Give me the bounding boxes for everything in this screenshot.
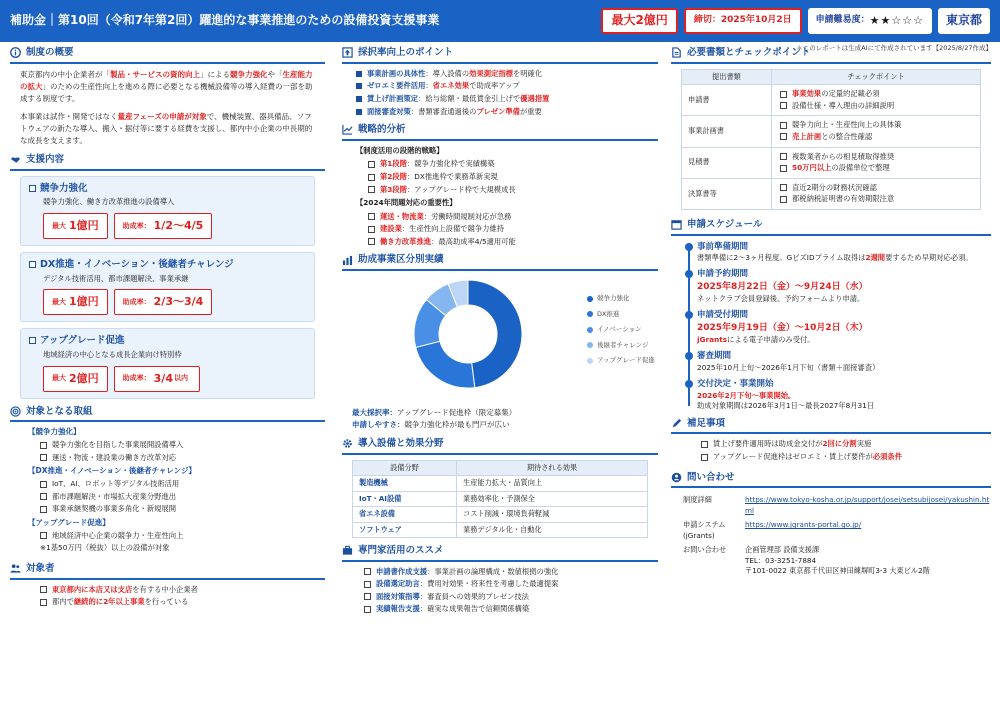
equipment-row: ソフトウェア 業務デジタル化・自動化 <box>353 522 648 537</box>
schedule-step-2: 申請予約期間 2025年8月22日（金）〜9月24日（水） ネットクラブ会員登録後、予約フォームより申請。 <box>697 268 991 304</box>
difficulty-badge <box>808 8 932 34</box>
schedule-step-3: 申請受付期間 2025年9月19日（金）〜10月2日（木） jGrantsによる電子申請のみ受付。 <box>697 309 991 345</box>
section-overview <box>10 46 325 64</box>
support-card-desc: デジタル技術活用、都市課題解決、事業承継 <box>43 273 189 283</box>
legend-dot-icon <box>587 311 593 317</box>
pencil-icon <box>671 418 682 429</box>
support-card-title: DX推進・イノベーション・後継者チャレンジ <box>29 258 306 272</box>
legend-item-2 <box>587 310 655 319</box>
strategy-item: 第1段階：競争力強化枠で実績構築 <box>368 159 658 170</box>
experts-heading: 専門家活用のススメ <box>358 544 444 556</box>
region-badge: 東京都 <box>938 8 990 34</box>
legend-label: DX推進 <box>597 309 620 318</box>
page-title: 補助金｜第10回（令和7年第2回）躍進的な事業推進のための設備投資支援事業 <box>10 13 440 28</box>
target-item: IoT、AI、ロボット等デジタル技術活用 <box>40 479 325 490</box>
equipment-row: 製造機械 生産能力拡大・品質向上 <box>353 476 648 491</box>
upload-icon <box>342 47 353 58</box>
support-card-2 <box>20 252 315 322</box>
results-ease: 申請しやすさ：競争力強化枠が最も門戸が広い <box>352 420 510 430</box>
timeline-dot-icon <box>685 270 693 278</box>
gear-icon <box>342 438 353 449</box>
header-bar <box>0 0 1000 42</box>
bullet-square-icon <box>356 71 362 77</box>
equipment-row: IoT・AI設備 業務効率化・予測保全 <box>353 491 648 506</box>
contact-row-detail <box>671 493 991 518</box>
results-max-rate: 最大採択率：アップグレード促進枠（限定募集） <box>352 408 517 418</box>
bar-chart-icon <box>342 255 353 266</box>
donut-slice-1 <box>468 280 522 388</box>
max-amount-badge: 最大2億円 <box>601 8 677 34</box>
point-item-1: 事業計画の具体性：導入設備の効果測定指標を明確化 <box>356 69 658 80</box>
support-card-desc: 地域経済の中心となる成長企業向け特別枠 <box>43 349 182 359</box>
timeline-dot-icon <box>685 243 693 251</box>
target-group-label: 【競争力強化】 <box>28 427 81 437</box>
timeline-dot-icon <box>685 311 693 319</box>
docs-row: 見積書 複数業者からの相見積取得推奨 50万円以上の設備単位で整理 <box>682 147 981 178</box>
legend-label: 競争力強化 <box>597 294 630 303</box>
section-contact <box>671 471 991 489</box>
overview-text-2: 本事業は試作・開発ではなく量産フェーズの申請が対象で、機械装置、器具備品、ソフトウェアの新たな導入、搬入・据付等に要する経費を支援し、都内中小企業の中長期的な成長を支えます。 <box>20 111 313 145</box>
eligible-item-1: 東京都内に本店又は支店を有する中小企業者 <box>40 585 325 596</box>
calendar-icon <box>671 219 682 230</box>
docs-header-name: 提出書類 <box>682 69 772 84</box>
ai-note: ＊このレポートは生成AIにて作成されています【2025/8/27作成】 <box>796 44 992 52</box>
equipment-row: 省エネ設備 コスト削減・環境負荷軽減 <box>353 507 648 522</box>
target-item: 競争力強化を目指した事業展開設備導入 <box>40 440 325 451</box>
legend-item-3 <box>587 325 655 334</box>
legend-label: 後継者チャレンジ <box>597 340 649 349</box>
target-item: 事業承継契機の事業多角化・新規展開 <box>40 504 325 515</box>
legend-dot-icon <box>587 358 593 364</box>
target-item: 都市課題解決・市場拡大産業分野進出 <box>40 492 325 503</box>
section-experts <box>342 544 658 562</box>
section-targets <box>10 405 325 423</box>
target-item: 地域経済中心企業の競争力・生産性向上 <box>40 531 325 542</box>
support-card-title: アップグレード促進 <box>29 334 306 348</box>
expert-item-2: 設備選定助言：費用対効果・将来性を考慮した最適提案 <box>364 579 658 590</box>
schedule-timeline <box>685 241 991 412</box>
equipment-heading: 導入設備と効果分野 <box>358 437 444 449</box>
section-equipment <box>342 437 658 455</box>
docs-header-check: チェックポイント <box>772 69 981 84</box>
legend-dot-icon <box>587 296 593 302</box>
people-icon <box>10 563 21 574</box>
results-heading: 助成事業区分別実績 <box>358 254 444 266</box>
bullet-square-icon <box>356 109 362 115</box>
contact-link-detail[interactable]: https://www.tokyo-kosha.or.jp/support/josei/setsubijosei/yakushin.html <box>745 495 990 515</box>
donut-slice-2 <box>416 341 475 388</box>
contact-row-inquiry <box>671 543 991 578</box>
schedule-step-4: 審査期間 2025年10月上旬〜2026年1月下旬（書類＋面接審査） <box>697 350 991 373</box>
docs-row: 申請書 事業効果の定量的記載必須 設備仕様・導入理由の詳細説明 <box>682 85 981 116</box>
docs-row: 決算書等 直近2期分の財務状況確認 都税納税証明書の有効期限注意 <box>682 178 981 209</box>
contact-table <box>671 493 991 578</box>
timeline-dot-icon <box>685 380 693 388</box>
docs-name: 事業計画書 <box>682 116 772 147</box>
chart-legend <box>587 294 655 371</box>
column-right <box>671 46 991 578</box>
schedule-step-1: 事前準備期間 書類準備に2〜3ヶ月程度。GビズIDプライム取得は2週間要するため早期対応必須。 <box>697 241 991 264</box>
supplement-item-2: アップグレード促進枠はゼロエミ・賃上げ要件が必須条件 <box>701 452 991 463</box>
contact-label-inquiry: お問い合わせ <box>683 545 727 555</box>
strategy-item: 第2段階：DX推進枠で業務革新実現 <box>368 172 658 183</box>
difficulty-stars: ★★☆☆☆ <box>869 14 924 28</box>
difficulty-label: 申請難易度： <box>815 15 870 26</box>
point-item-2: ゼロエミ要件活用：省エネ効果で助成率アップ <box>356 81 658 92</box>
contact-heading: 問い合わせ <box>687 471 735 483</box>
section-results <box>342 253 658 271</box>
support-card-title: 競争力強化 <box>29 182 306 196</box>
legend-label: イノベーション <box>597 325 642 334</box>
contact-label-system: 申請システム (jGrants) <box>683 520 726 540</box>
support-card-1 <box>20 176 315 246</box>
timeline-dot-icon <box>685 352 693 360</box>
column-left <box>10 46 325 610</box>
section-schedule <box>671 218 991 236</box>
docs-row: 事業計画書 競争力向上・生産性向上の具体策 売上計画との整合性確認 <box>682 116 981 147</box>
briefcase-icon <box>342 545 353 556</box>
support-heading: 支援内容 <box>26 153 65 165</box>
points-heading: 採択率向上のポイント <box>358 47 454 58</box>
rate-pill: 助成率： 2/3〜3/4 <box>114 289 213 315</box>
results-donut-chart <box>412 278 524 390</box>
target-item: 運送・物流・建設業の働き方改革対応 <box>40 453 325 464</box>
contact-department: 企画管理部 設備支援課 <box>745 545 820 555</box>
point-item-4: 面接審査対策：書類審査通過後のプレゼン準備が重要 <box>356 107 658 118</box>
results-chart-area <box>342 276 658 408</box>
legend-dot-icon <box>587 327 593 333</box>
support-card-3 <box>20 328 315 398</box>
supplement-item-1: 賃上げ要件適用時は助成金交付が2回に分割実施 <box>701 439 991 450</box>
strategy-item: 働き方改革推進：最高助成率4/5適用可能 <box>368 237 658 248</box>
bullet-square-icon <box>356 83 362 89</box>
legend-item-1 <box>587 294 655 303</box>
docs-heading: 必要書類とチェックポイント <box>687 47 811 58</box>
schedule-heading: 申請スケジュール <box>687 218 763 230</box>
info-icon <box>10 47 21 58</box>
docs-name: 決算書等 <box>682 178 772 209</box>
document-icon <box>671 47 682 58</box>
overview-heading: 制度の概要 <box>26 47 74 58</box>
handshake-icon <box>10 154 21 165</box>
legend-item-5 <box>587 356 655 365</box>
section-support <box>10 153 325 171</box>
contact-row-system <box>671 518 991 543</box>
schedule-step-5: 交付決定・事業開始 2026年2月下旬〜事業開始。 助成対象期間は2026年3月1日〜最長2027年8月31日 <box>697 378 991 411</box>
bullet-square-icon <box>356 96 362 102</box>
contact-tel: TEL：03-3251-7884 <box>745 555 817 565</box>
section-strategy <box>342 123 658 141</box>
column-middle <box>342 46 658 617</box>
equipment-table <box>352 460 648 538</box>
strategy-item: 運送・物流業：労働時間規制対応が急務 <box>368 212 658 223</box>
max-amount-pill: 最大 2億円 <box>43 366 108 392</box>
section-supplement <box>671 417 991 435</box>
max-amount-pill: 最大 1億円 <box>43 289 108 315</box>
eligible-item-2: 都内で継続的に2年以上事業を行っている <box>40 597 325 608</box>
contact-address: 〒101-0022 東京都千代田区神田練塀町3-3 大東ビル2階 <box>745 566 930 576</box>
legend-dot-icon <box>587 342 593 348</box>
strategy-group-2-label: 【2024年問題対応の重要性】 <box>356 198 457 208</box>
rate-pill: 助成率： 3/4 以内 <box>114 366 200 392</box>
rate-pill: 助成率： 1/2〜4/5 <box>114 213 213 239</box>
legend-item-4 <box>587 341 655 350</box>
targets-note: ※1基50万円（税抜）以上の設備が対象 <box>40 543 170 553</box>
strategy-group-1-label: 【制度活用の段階的戦略】 <box>356 145 444 155</box>
line-chart-icon <box>342 124 353 135</box>
point-item-3: 賃上げ計画策定：給与総額・最低賃金引上げで優遇措置 <box>356 94 658 105</box>
max-amount-pill: 最大 1億円 <box>43 213 108 239</box>
section-eligible <box>10 562 325 580</box>
contact-label-detail: 制度詳細 <box>683 495 712 505</box>
expert-item-3: 面接対策指導：審査員への効果的プレゼン技法 <box>364 592 658 603</box>
strategy-item: 建設業：生産性向上設備で競争力維持 <box>368 224 658 235</box>
target-icon <box>10 406 21 417</box>
expert-item-4: 実績報告支援：確実な成果報告で信頼関係構築 <box>364 604 658 615</box>
equipment-header-effect: 期待される効果 <box>457 460 648 475</box>
supplement-heading: 補足事項 <box>687 417 726 429</box>
equipment-header-field: 設備分野 <box>353 460 457 475</box>
strategy-heading: 戦略的分析 <box>358 124 406 136</box>
strategy-item: 第3段階：アップグレード枠で大規模成長 <box>368 185 658 196</box>
section-docs <box>671 46 991 64</box>
docs-table <box>681 69 981 210</box>
target-group-label: 【DX推進・イノベーション・後継者チャレンジ】 <box>28 466 196 476</box>
docs-name: 見積書 <box>682 147 772 178</box>
deadline-badge: 締切：2025年10月2日 <box>684 8 802 34</box>
overview-text-1: 東京都内の中小企業者が「製品・サービスの資的向上」による競争力強化や「生産能力の拡大」のための生産性向上を進める際に必要となる機械設備等の導入経費の一部を助成する制度です。 <box>20 69 313 103</box>
targets-heading: 対象となる取組 <box>26 405 93 417</box>
support-card-desc: 競争力強化、働き方改革推進の設備導入 <box>43 197 175 207</box>
contact-icon <box>671 472 682 483</box>
docs-name: 申請書 <box>682 85 772 116</box>
contact-link-system[interactable]: https://www.jgrants-portal.go.jp/ <box>745 520 862 530</box>
eligible-heading: 対象者 <box>26 563 55 574</box>
expert-item-1: 申請書作成支援：事業計画の論理構成・数値根拠の強化 <box>364 567 658 578</box>
target-group-label: 【アップグレード促進】 <box>28 517 110 527</box>
legend-label: アップグレード促進 <box>597 355 655 364</box>
section-points <box>342 46 658 64</box>
